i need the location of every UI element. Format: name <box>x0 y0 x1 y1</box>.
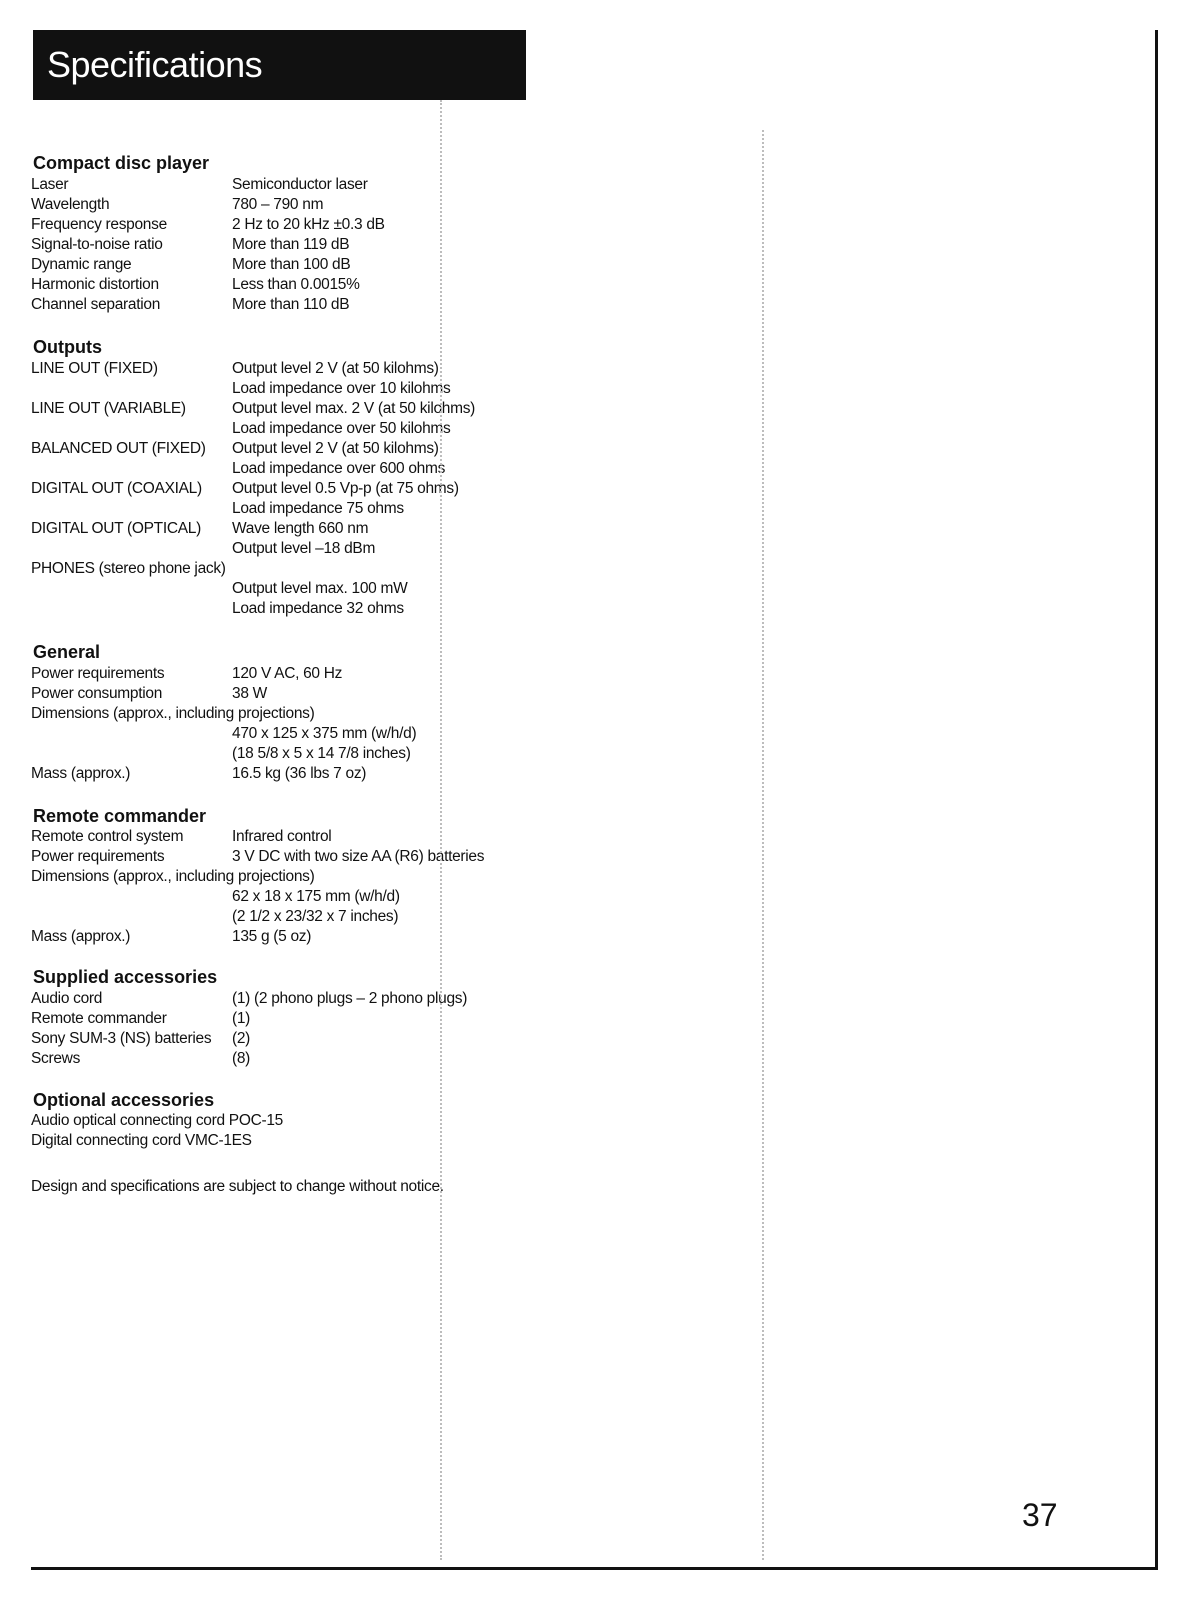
spec-value-frequency-response: 2 Hz to 20 kHz ±0.3 dB <box>232 216 385 233</box>
section-title-optional-accessories: Optional accessories <box>33 1090 215 1110</box>
section-title-remote-commander: Remote commander <box>33 806 207 826</box>
spec-label-phones: PHONES (stereo phone jack) <box>31 560 226 577</box>
optional-accessory-poc-15: Audio optical connecting cord POC-15 <box>31 1112 283 1129</box>
spec-value-digital-out-coaxial-level: Output level 0.5 Vp-p (at 75 ohms) <box>232 480 459 497</box>
accessory-value-remote-commander: (1) <box>232 1010 251 1027</box>
scan-noise-column-right <box>762 130 766 1560</box>
spec-label-mass: Mass (approx.) <box>31 765 131 782</box>
accessory-label-screws: Screws <box>31 1050 81 1067</box>
spec-value-remote-control-system: Infrared control <box>232 828 332 845</box>
accessory-value-batteries: (2) <box>232 1030 251 1047</box>
right-margin-rule <box>1155 30 1158 1570</box>
spec-value-balanced-out-impedance: Load impedance over 600 ohms <box>232 460 446 477</box>
spec-value-laser: Semiconductor laser <box>232 176 368 193</box>
spec-value-remote-mass: 135 g (5 oz) <box>232 928 312 945</box>
spec-label-wavelength: Wavelength <box>31 196 110 213</box>
spec-value-balanced-out-level: Output level 2 V (at 50 kilohms) <box>232 440 439 457</box>
spec-value-line-out-fixed-level: Output level 2 V (at 50 kilohms) <box>232 360 439 377</box>
accessory-label-batteries: Sony SUM-3 (NS) batteries <box>31 1030 212 1047</box>
spec-value-line-out-variable-impedance: Load impedance over 50 kilohms <box>232 420 451 437</box>
spec-label-remote-power: Power requirements <box>31 848 165 865</box>
spec-label-line-out-variable: LINE OUT (VARIABLE) <box>31 400 186 417</box>
spec-label-dimensions: Dimensions (approx., including projections) <box>31 705 315 722</box>
section-title-general: General <box>33 642 101 662</box>
spec-value-remote-dimensions-mm: 62 x 18 x 175 mm (w/h/d) <box>232 888 400 905</box>
spec-label-remote-control-system: Remote control system <box>31 828 184 845</box>
footnote: Design and specifications are subject to change without notice. <box>31 1178 444 1195</box>
spec-value-harmonic-distortion: Less than 0.0015% <box>232 276 360 293</box>
spec-label-channel-separation: Channel separation <box>31 296 161 313</box>
page-number: 37 <box>1022 1497 1058 1533</box>
optional-accessory-vmc-1es: Digital connecting cord VMC-1ES <box>31 1132 252 1149</box>
spec-label-balanced-out: BALANCED OUT (FIXED) <box>31 440 206 457</box>
spec-label-harmonic-distortion: Harmonic distortion <box>31 276 159 293</box>
accessory-label-remote-commander: Remote commander <box>31 1010 167 1027</box>
spec-value-line-out-variable-level: Output level max. 2 V (at 50 kilohms) <box>232 400 476 417</box>
section-title-compact-disc-player: Compact disc player <box>33 153 210 173</box>
scan-noise-column <box>440 100 444 1560</box>
spec-value-dimensions-mm: 470 x 125 x 375 mm (w/h/d) <box>232 725 417 742</box>
spec-label-frequency-response: Frequency response <box>31 216 167 233</box>
spec-label-line-out-fixed: LINE OUT (FIXED) <box>31 360 158 377</box>
section-title-supplied-accessories: Supplied accessories <box>33 967 218 987</box>
accessory-value-screws: (8) <box>232 1050 251 1067</box>
spec-value-phones-impedance: Load impedance 32 ohms <box>232 600 404 617</box>
bottom-margin-rule <box>31 1567 1158 1570</box>
spec-value-digital-out-coaxial-impedance: Load impedance 75 ohms <box>232 500 404 517</box>
spec-value-remote-dimensions-inches: (2 1/2 x 23/32 x 7 inches) <box>232 908 399 925</box>
spec-value-remote-power: 3 V DC with two size AA (R6) batteries <box>232 848 485 865</box>
spec-value-phones-level: Output level max. 100 mW <box>232 580 408 597</box>
spec-label-snr: Signal-to-noise ratio <box>31 236 163 253</box>
spec-value-power-consumption: 38 W <box>232 685 267 702</box>
accessory-label-audio-cord: Audio cord <box>31 990 103 1007</box>
spec-value-mass: 16.5 kg (36 lbs 7 oz) <box>232 765 367 782</box>
spec-value-digital-out-optical-wavelength: Wave length 660 nm <box>232 520 369 537</box>
spec-label-laser: Laser <box>31 176 69 193</box>
spec-label-remote-mass: Mass (approx.) <box>31 928 131 945</box>
spec-value-dimensions-inches: (18 5/8 x 5 x 14 7/8 inches) <box>232 745 411 762</box>
accessory-value-audio-cord: (1) (2 phono plugs – 2 phono plugs) <box>232 990 468 1007</box>
spec-label-dynamic-range: Dynamic range <box>31 256 132 273</box>
spec-value-line-out-fixed-impedance: Load impedance over 10 kilohms <box>232 380 451 397</box>
spec-label-digital-out-optical: DIGITAL OUT (OPTICAL) <box>31 520 201 537</box>
spec-value-wavelength: 780 – 790 nm <box>232 196 324 213</box>
spec-label-remote-dimensions: Dimensions (approx., including projections) <box>31 868 315 885</box>
spec-label-digital-out-coaxial: DIGITAL OUT (COAXIAL) <box>31 480 202 497</box>
spec-value-power-requirements: 120 V AC, 60 Hz <box>232 665 343 682</box>
spec-label-power-requirements: Power requirements <box>31 665 165 682</box>
spec-label-power-consumption: Power consumption <box>31 685 163 702</box>
spec-value-digital-out-optical-level: Output level –18 dBm <box>232 540 376 557</box>
section-title-outputs: Outputs <box>33 337 102 357</box>
spec-value-dynamic-range: More than 100 dB <box>232 256 351 273</box>
spec-value-snr: More than 119 dB <box>232 236 350 253</box>
page-title: Specifications <box>33 30 526 100</box>
spec-value-channel-separation: More than 110 dB <box>232 296 350 313</box>
